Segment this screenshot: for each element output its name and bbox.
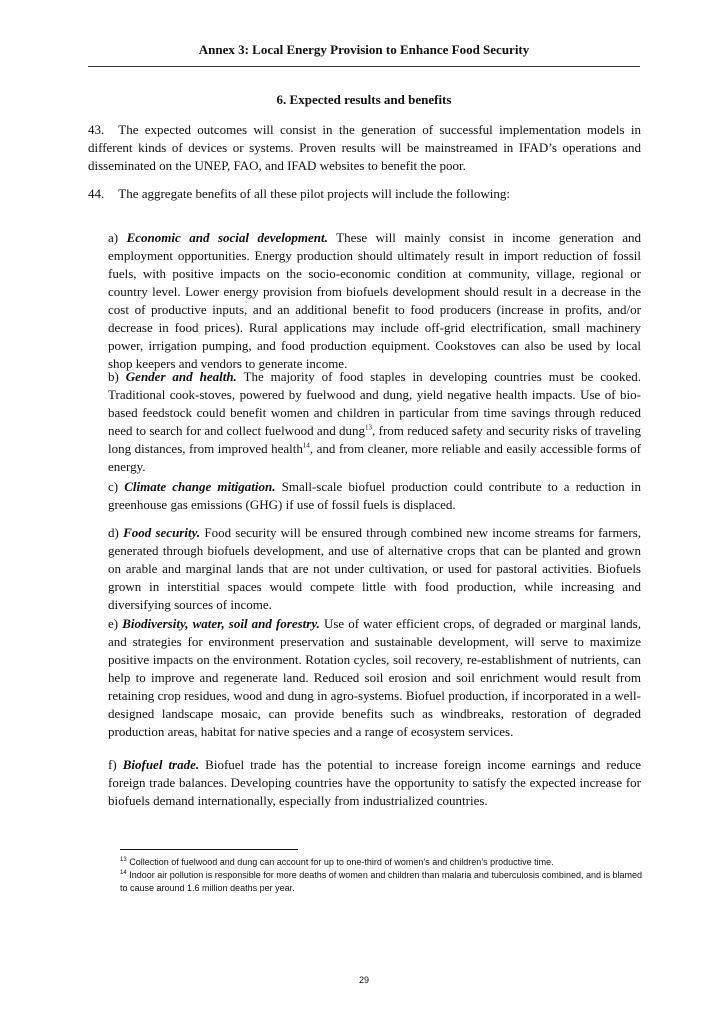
paragraph-number: 43. — [88, 122, 105, 137]
header-rule — [88, 66, 640, 67]
item-a — [108, 229, 641, 373]
footnote-mark: 14 — [120, 870, 127, 876]
item-heading: Biofuel trade. — [122, 757, 200, 772]
footnote-14 — [120, 869, 642, 895]
item-text: , and from cleaner, more reliable and easily accessible forms of energy. — [108, 441, 641, 474]
item-f — [108, 756, 641, 810]
item-letter: a) — [108, 230, 119, 245]
item-b — [108, 368, 641, 476]
page-number: 29 — [358, 975, 369, 985]
item-heading: Gender and health. — [125, 369, 237, 384]
footnote-ref-13[interactable]: 13 — [365, 423, 373, 432]
item-heading: Biodiversity, water, soil and forestry. — [122, 616, 320, 631]
footnote-separator — [120, 849, 298, 850]
item-text: These will mainly consist in income generation and employment opportunities. Energy production should ultimately result in import reduction of fossil fuels, with positive impacts on the socio-economic condition at community, village, regional or country level. Lower energy provision from biofuels development should result in a decrease in the cost of productive inputs, and an additional benefit to food producers (increase in profits, and/or decrease in food prices). Rural applications may include off-grid electrification, small machinery power, irrigation pumping, and food production equipment. Cookstoves can also be used by local shop keepers and vendors to generate income. — [108, 230, 641, 371]
paragraph-number: 44. — [88, 186, 105, 201]
footnote-mark: 13 — [120, 857, 127, 863]
item-heading: Climate change mitigation. — [124, 479, 276, 494]
section-title: 6. Expected results and benefits — [276, 92, 452, 107]
item-text: The majority of food staples in developing countries must be cooked. Traditional cook-stoves, powered by fuelwood and dung, yield negative health impacts. Use of bio-based feedstock could benefit women and children in particular from time savings through reduced need to search for and collect fuelwood and dung — [108, 369, 642, 438]
item-text: Food security will be ensured through combined new income streams for farmers, generated through biofuels development, and use of alternative crops that can be planted and grown on arable and marginal lands that are not under cultivation, or used for pastoral activities. Biofuels grown in interstitial spaces would compete little with food production, while increasing and diversifying sources of income. — [108, 525, 642, 612]
item-text: Biofuel trade has the potential to increase foreign income earnings and reduce foreign trade balances. Developing countries have the opportunity to satisfy the expected increase for biofuels demand internationally, especially from industrialized countries. — [108, 757, 641, 808]
item-text: , from reduced safety and security risks of traveling long distances, from improved health — [108, 423, 642, 456]
item-letter: b) — [108, 369, 119, 384]
item-text: Use of water efficient crops, of degraded or marginal lands, and strategies for environment preservation and sustainable development, will serve to maximize positive impacts on the environment. Rotation cycles, soil recovery, re-establishment of nutrients, can help to improve and regenerate land. Reduced soil erosion and soil enrichment would result from retaining crop residues, wood and dung in agro-systems. Biofuel production, if incorporated in a well-designed landscape mosaic, can provide benefits such as windbreaks, restoration of degraded production areas, habitat for native species and a range of ecosystem services. — [108, 616, 641, 739]
paragraph-44 — [88, 185, 641, 203]
item-text: Small-scale biofuel production could contribute to a reduction in greenhouse gas emissions (GHG) if use of fossil fuels is displaced. — [108, 479, 642, 512]
running-header: Annex 3: Local Energy Provision to Enhance Food Security — [198, 42, 530, 57]
item-letter: e) — [108, 616, 119, 631]
paragraph-text: The aggregate benefits of all these pilot projects will include the following: — [118, 186, 510, 201]
item-heading: Food security. — [123, 525, 201, 540]
item-letter: c) — [108, 479, 119, 494]
item-e — [108, 615, 641, 741]
paragraph-43 — [88, 121, 641, 175]
item-letter: d) — [108, 525, 119, 540]
footnote-13 — [120, 856, 642, 869]
item-letter: f) — [108, 757, 117, 772]
item-d — [108, 524, 641, 614]
footnote-text: Collection of fuelwood and dung can account for up to one-third of women’s and children’s productive time. — [126, 857, 554, 867]
footnote-text: Indoor air pollution is responsible for more deaths of women and children than malaria and tuberculosis combined, and is blamed to cause around 1.6 million deaths per year. — [120, 870, 642, 893]
item-c — [108, 478, 641, 514]
footnote-ref-14[interactable]: 14 — [302, 441, 310, 450]
item-heading: Economic and social development. — [126, 230, 328, 245]
paragraph-text: The expected outcomes will consist in the generation of successful implementation models in different kinds of devices or systems. Proven results will be mainstreamed in IFAD’s operations and disseminated on the UNEP, FAO, and IFAD websites to benefit the poor. — [88, 122, 641, 173]
